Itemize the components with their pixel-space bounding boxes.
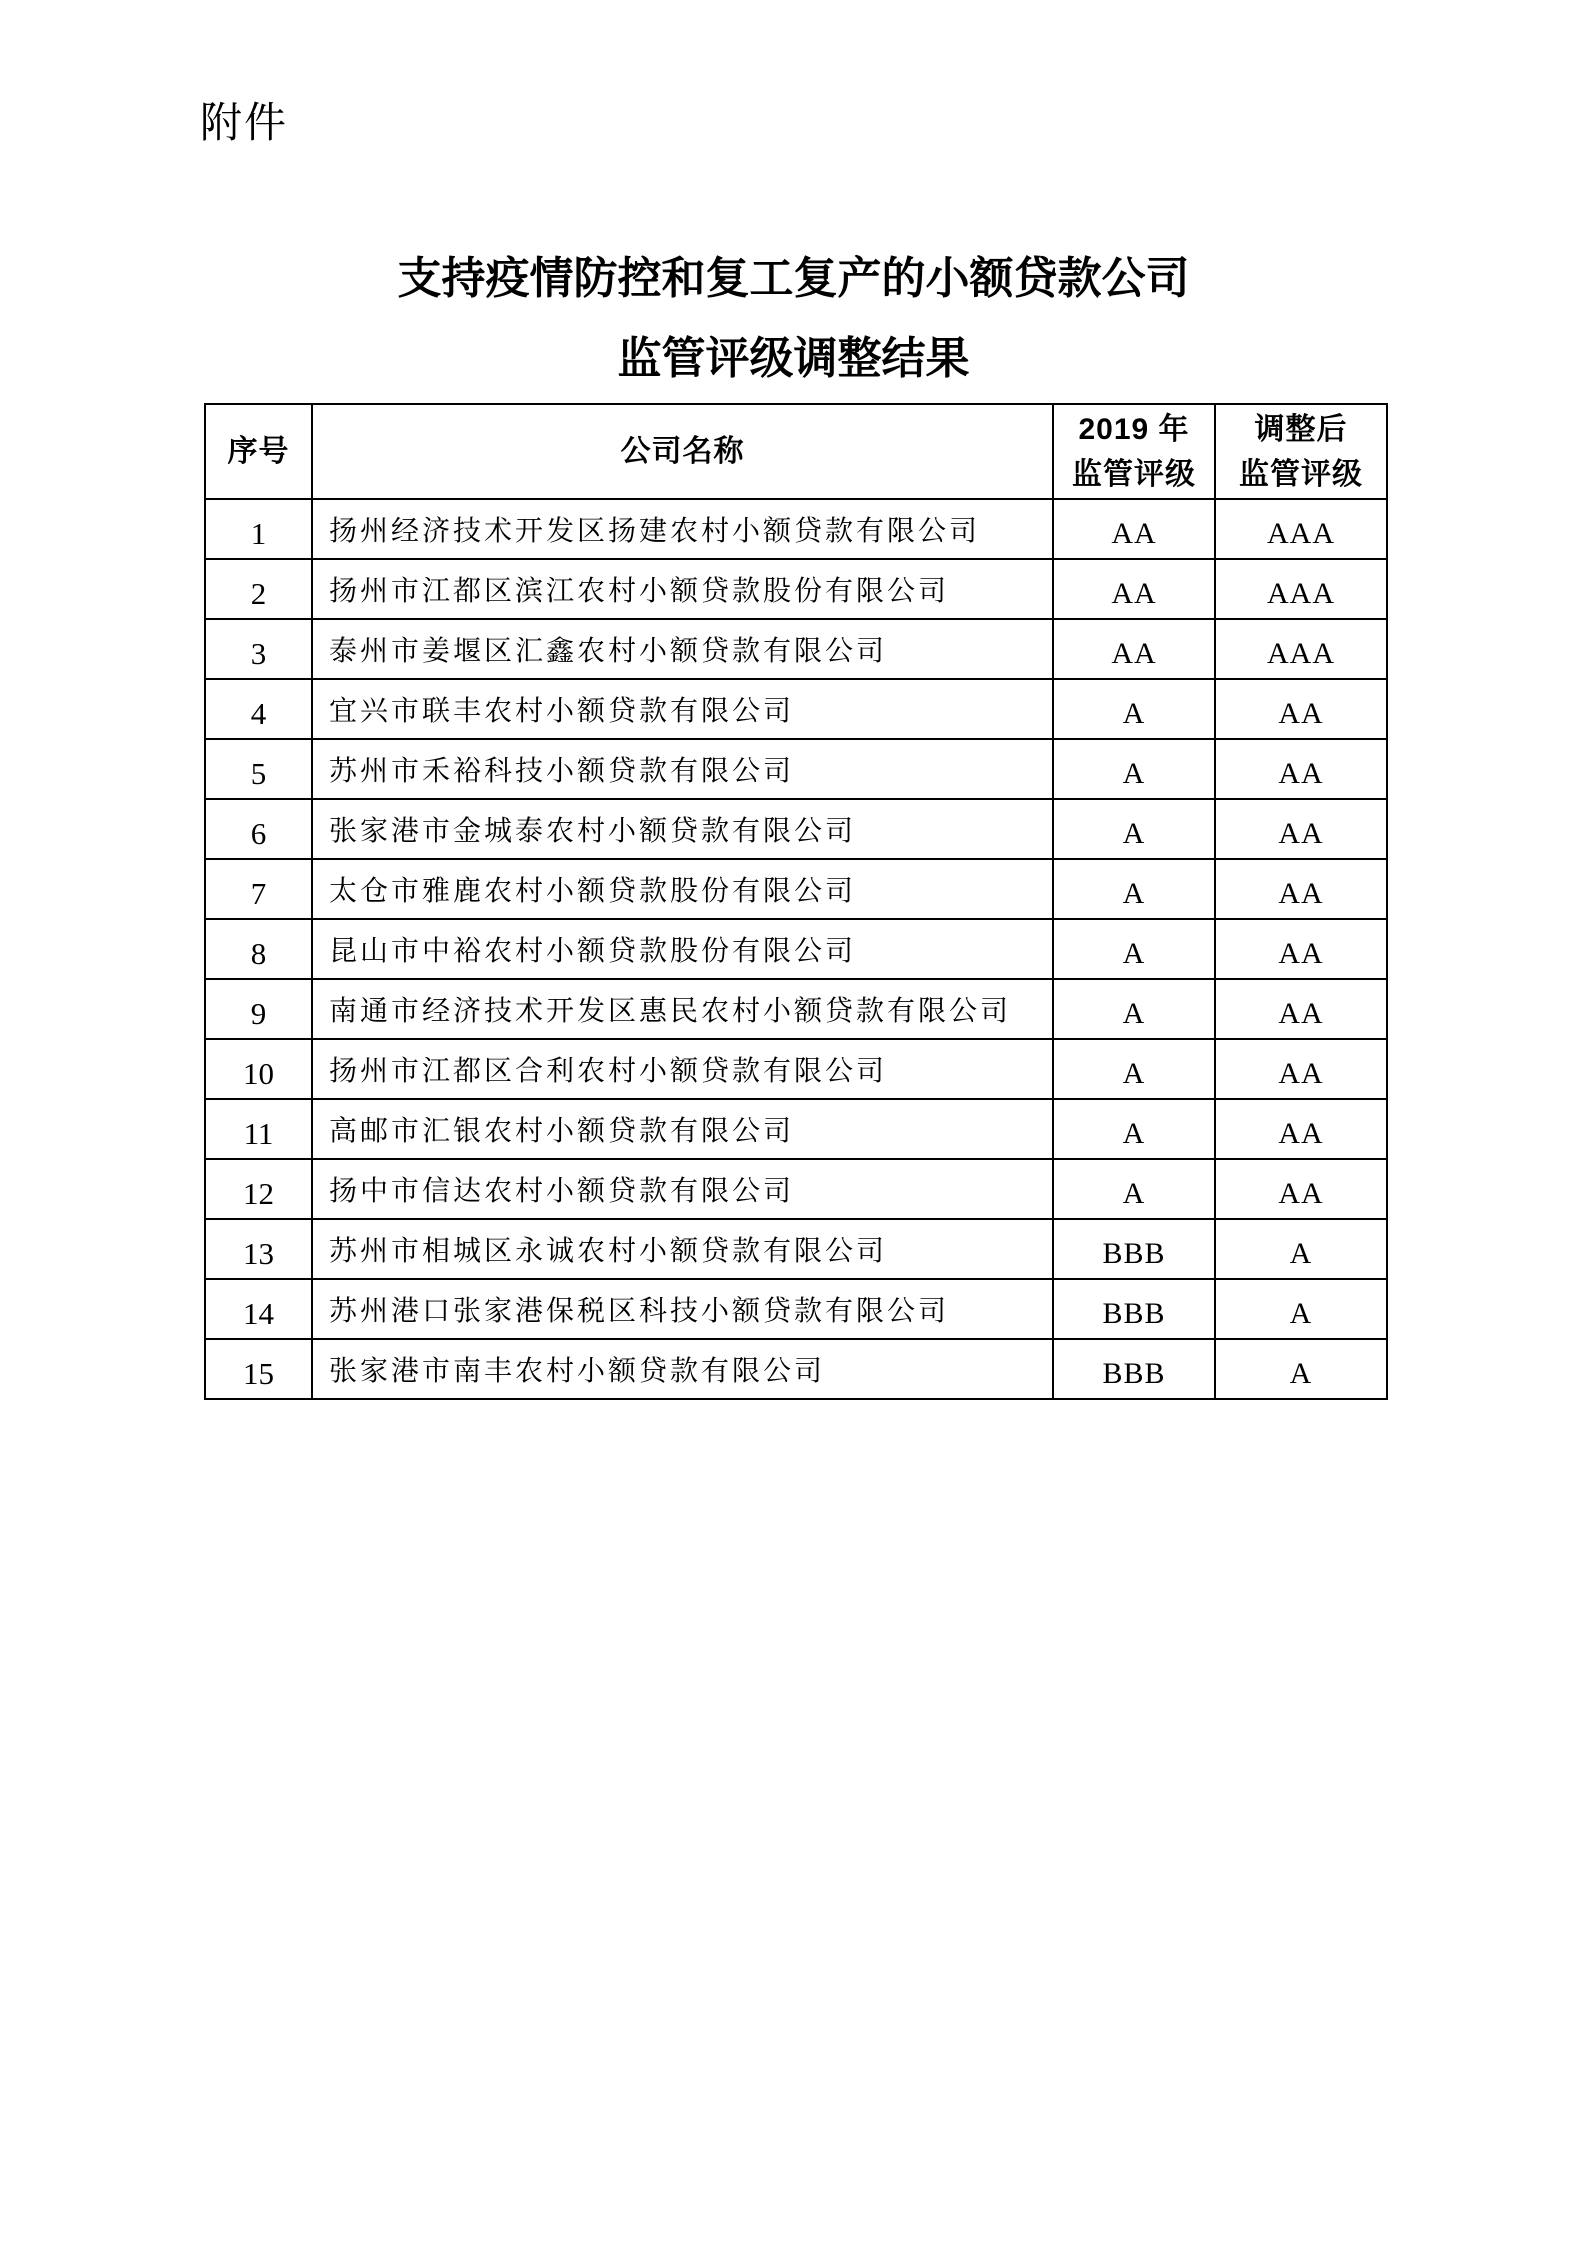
company-name-text: 扬州经济技术开发区扬建农村小额贷款有限公司 [329, 516, 981, 547]
row-index-text: 3 [250, 636, 267, 671]
table-row [205, 499, 1387, 559]
rating-adjusted [1215, 1339, 1387, 1399]
row-index [205, 559, 312, 619]
rating-adjusted-text: AA [1278, 1117, 1324, 1150]
company-name [312, 979, 1053, 1039]
row-index [205, 1219, 312, 1279]
company-name [312, 1339, 1053, 1399]
row-index [205, 859, 312, 919]
company-name-text: 高邮市汇银农村小额贷款有限公司 [329, 1116, 795, 1147]
row-index-text: 9 [250, 996, 267, 1031]
page-title-line1: 支持疫情防控和复工复产的小额贷款公司 [397, 254, 1190, 303]
table-row [205, 1099, 1387, 1159]
rating-2019-text: BBB [1102, 1297, 1166, 1330]
rating-2019-text: BBB [1102, 1357, 1166, 1390]
row-index [205, 679, 312, 739]
rating-adjusted-text: AAA [1267, 577, 1335, 610]
rating-adjusted-text: AA [1278, 937, 1324, 970]
rating-2019 [1053, 559, 1215, 619]
rating-adjusted-text: AA [1278, 877, 1324, 910]
company-name-text: 南通市经济技术开发区惠民农村小额贷款有限公司 [329, 996, 1012, 1027]
company-name-text: 苏州市相城区永诚农村小额贷款有限公司 [329, 1236, 888, 1267]
row-index-text: 14 [243, 1296, 274, 1331]
company-name [312, 859, 1053, 919]
header-rating-adjusted-line2: 监管评级 [1239, 457, 1363, 491]
rating-adjusted [1215, 1039, 1387, 1099]
rating-2019-text: A [1122, 697, 1146, 730]
company-name [312, 1219, 1053, 1279]
company-name-text: 扬中市信达农村小额贷款有限公司 [329, 1176, 795, 1207]
row-index [205, 739, 312, 799]
rating-2019 [1053, 859, 1215, 919]
rating-adjusted-text: AA [1278, 697, 1324, 730]
rating-adjusted-text: AA [1278, 997, 1324, 1030]
rating-2019 [1053, 799, 1215, 859]
rating-table-body [205, 499, 1387, 1399]
row-index-text: 10 [243, 1056, 274, 1091]
rating-2019-text: AA [1111, 577, 1157, 610]
rating-adjusted [1215, 859, 1387, 919]
rating-adjusted [1215, 619, 1387, 679]
table-row [205, 679, 1387, 739]
rating-adjusted-text: AA [1278, 817, 1324, 850]
header-company-label: 公司名称 [620, 435, 745, 468]
table-row [205, 619, 1387, 679]
rating-adjusted [1215, 1279, 1387, 1339]
row-index [205, 979, 312, 1039]
rating-2019-text: A [1122, 1117, 1146, 1150]
rating-adjusted [1215, 1099, 1387, 1159]
header-rating-adjusted-line1: 调整后 [1254, 412, 1348, 446]
company-name-text: 宜兴市联丰农村小额贷款有限公司 [329, 696, 795, 727]
rating-adjusted-text: A [1289, 1357, 1313, 1390]
page-title-line2: 监管评级调整结果 [617, 334, 970, 383]
rating-2019 [1053, 679, 1215, 739]
row-index-text: 13 [243, 1236, 274, 1271]
company-name-text: 太仓市雅鹿农村小额贷款股份有限公司 [329, 876, 857, 907]
row-index [205, 919, 312, 979]
table-row [205, 1339, 1387, 1399]
company-name-text: 苏州港口张家港保税区科技小额贷款有限公司 [329, 1296, 950, 1327]
rating-table [204, 403, 1388, 1400]
rating-table-header [205, 404, 1387, 499]
rating-adjusted [1215, 799, 1387, 859]
rating-adjusted [1215, 739, 1387, 799]
company-name-text: 张家港市金城泰农村小额贷款有限公司 [329, 816, 857, 847]
row-index [205, 1339, 312, 1399]
company-name-text: 泰州市姜堰区汇鑫农村小额贷款有限公司 [329, 636, 888, 667]
row-index-text: 11 [243, 1116, 274, 1151]
rating-2019-text: AA [1111, 517, 1157, 550]
attachment-label: 附件 [200, 99, 289, 146]
rating-2019 [1053, 1219, 1215, 1279]
row-index-text: 15 [243, 1356, 274, 1391]
company-name-text: 扬州市江都区合利农村小额贷款有限公司 [329, 1056, 888, 1087]
rating-2019-text: BBB [1102, 1237, 1166, 1270]
row-index-text: 1 [250, 516, 267, 551]
rating-adjusted-text: AAA [1267, 637, 1335, 670]
company-name [312, 1279, 1053, 1339]
row-index [205, 1039, 312, 1099]
rating-adjusted [1215, 1159, 1387, 1219]
table-row [205, 799, 1387, 859]
rating-2019 [1053, 499, 1215, 559]
company-name [312, 619, 1053, 679]
table-row [205, 859, 1387, 919]
table-row [205, 979, 1387, 1039]
rating-2019 [1053, 1279, 1215, 1339]
header-rating-2019-line1: 2019 年 [1078, 412, 1190, 446]
table-row [205, 559, 1387, 619]
rating-2019-text: A [1122, 1177, 1146, 1210]
header-company [312, 404, 1053, 499]
row-index-text: 2 [250, 576, 267, 611]
header-rating-adjusted [1215, 404, 1387, 499]
rating-2019 [1053, 619, 1215, 679]
rating-adjusted [1215, 1219, 1387, 1279]
rating-adjusted-text: AA [1278, 1057, 1324, 1090]
company-name [312, 799, 1053, 859]
company-name-text: 张家港市南丰农村小额贷款有限公司 [329, 1356, 826, 1387]
rating-2019-text: A [1122, 1057, 1146, 1090]
rating-2019 [1053, 979, 1215, 1039]
rating-2019-text: A [1122, 877, 1146, 910]
rating-2019 [1053, 1159, 1215, 1219]
rating-2019 [1053, 1339, 1215, 1399]
row-index-text: 5 [250, 756, 267, 791]
table-row [205, 919, 1387, 979]
row-index [205, 1099, 312, 1159]
table-row [205, 1279, 1387, 1339]
row-index [205, 799, 312, 859]
rating-adjusted [1215, 979, 1387, 1039]
rating-adjusted [1215, 679, 1387, 739]
rating-2019-text: AA [1111, 637, 1157, 670]
rating-adjusted [1215, 499, 1387, 559]
rating-adjusted-text: AA [1278, 1177, 1324, 1210]
company-name [312, 1099, 1053, 1159]
rating-2019 [1053, 739, 1215, 799]
rating-2019-text: A [1122, 937, 1146, 970]
company-name [312, 1159, 1053, 1219]
rating-adjusted-text: AA [1278, 757, 1324, 790]
row-index-text: 7 [250, 876, 267, 911]
table-row [205, 739, 1387, 799]
table-row [205, 1039, 1387, 1099]
rating-2019 [1053, 1039, 1215, 1099]
rating-2019 [1053, 919, 1215, 979]
header-rating-2019-line2: 监管评级 [1072, 457, 1196, 491]
company-name [312, 1039, 1053, 1099]
company-name [312, 739, 1053, 799]
row-index-text: 4 [250, 696, 267, 731]
company-name-text: 扬州市江都区滨江农村小额贷款股份有限公司 [329, 576, 950, 607]
row-index [205, 619, 312, 679]
row-index-text: 12 [243, 1176, 274, 1211]
header-index [205, 404, 312, 499]
rating-2019 [1053, 1099, 1215, 1159]
company-name [312, 559, 1053, 619]
table-row [205, 1219, 1387, 1279]
header-row [205, 404, 1387, 499]
rating-2019-text: A [1122, 757, 1146, 790]
company-name-text: 苏州市禾裕科技小额贷款有限公司 [329, 756, 795, 787]
row-index-text: 6 [250, 816, 267, 851]
header-index-label: 序号 [227, 435, 290, 468]
rating-adjusted-text: AAA [1267, 517, 1335, 550]
rating-adjusted-text: A [1289, 1237, 1313, 1270]
header-rating-2019 [1053, 404, 1215, 499]
rating-adjusted [1215, 919, 1387, 979]
row-index-text: 8 [250, 936, 267, 971]
row-index [205, 499, 312, 559]
rating-2019-text: A [1122, 997, 1146, 1030]
rating-2019-text: A [1122, 817, 1146, 850]
row-index [205, 1279, 312, 1339]
table-row [205, 1159, 1387, 1219]
rating-adjusted [1215, 559, 1387, 619]
row-index [205, 1159, 312, 1219]
company-name [312, 919, 1053, 979]
company-name [312, 679, 1053, 739]
company-name [312, 499, 1053, 559]
rating-adjusted-text: A [1289, 1297, 1313, 1330]
company-name-text: 昆山市中裕农村小额贷款股份有限公司 [329, 936, 857, 967]
